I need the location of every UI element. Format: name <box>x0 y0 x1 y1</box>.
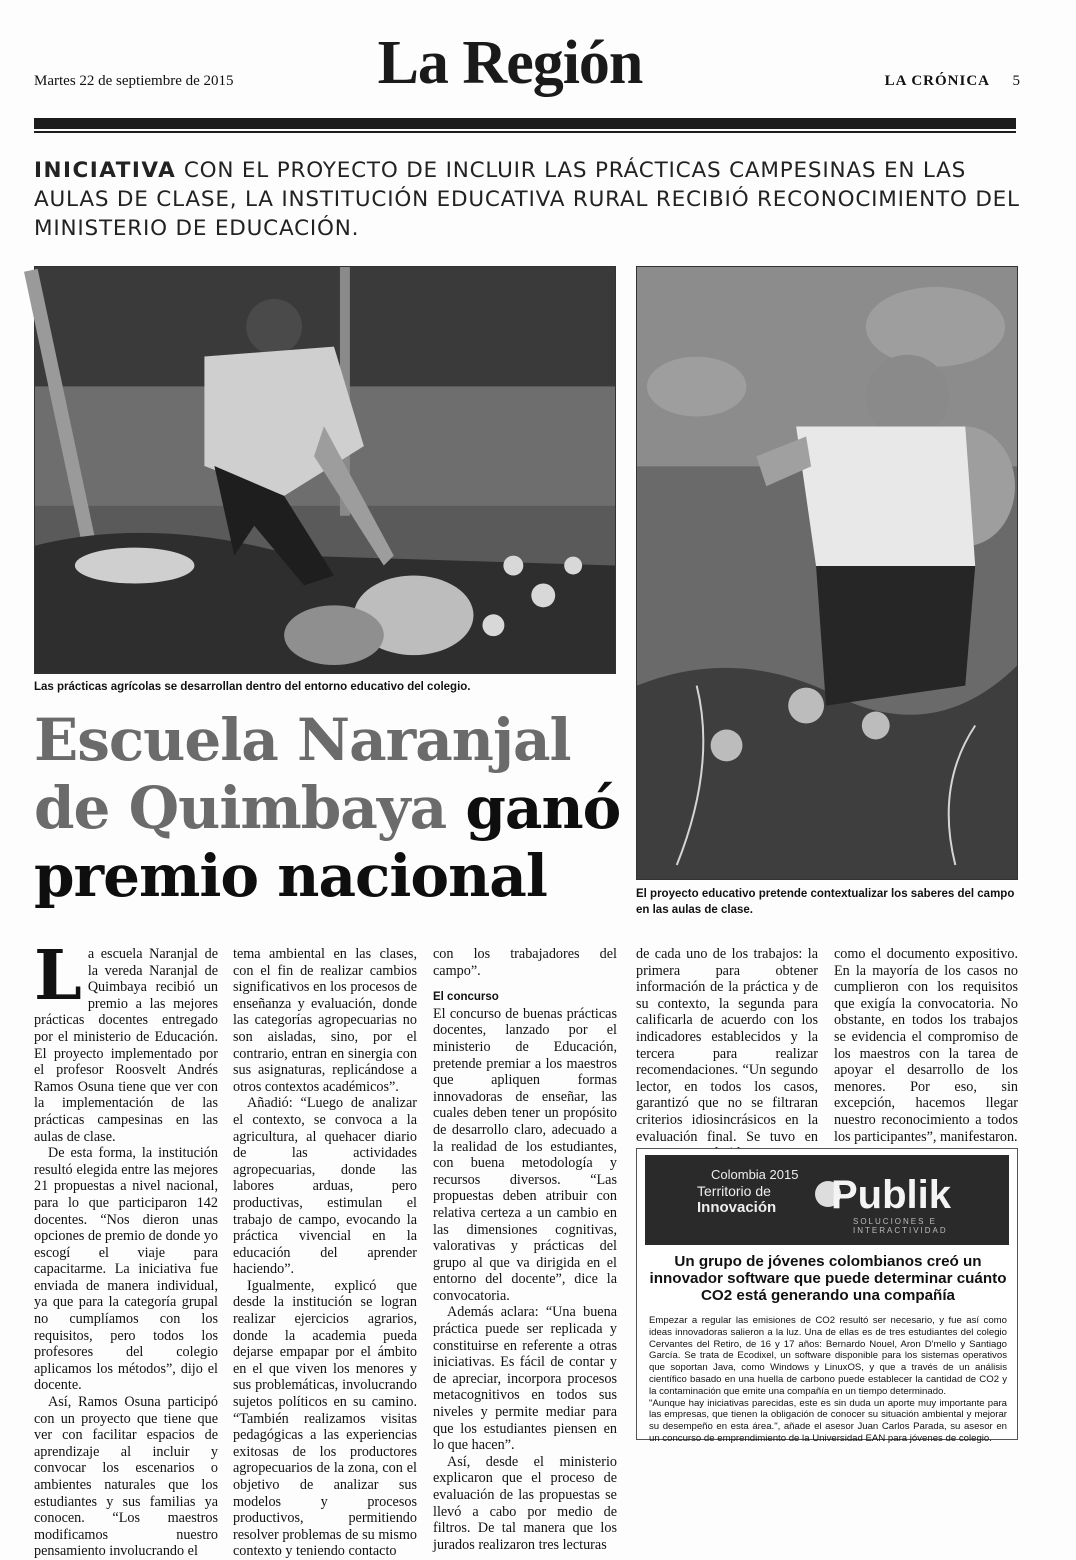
subhead-el-concurso: El concurso <box>433 991 499 1004</box>
article-paragraph <box>34 936 218 1145</box>
headline-line-3: premio nacional <box>34 842 547 910</box>
article-paragraph: Igualmente, explicó que desde la institución se logran realizar ejercicios agrarios, donde la academia pueda dejarse empapar por el ámbito en el que viven los menores y sus problemáticas, involucrando sujetos políticos en su camino. “También realizamos visitas pedagógicas a las experiencias exitosas de los productores agropecuarios de la zona, con el objetivo de analizar sus modelos y procesos productivos, permitiendo resolver problemas de su mismo contexto y teniendo contacto <box>233 1277 417 1560</box>
page-number: 5 <box>1012 73 1020 89</box>
photo-garden-boy-planting <box>34 266 616 674</box>
article-paragraph: Así, desde el ministerio explicaron que el proceso de evaluación de las propuestas se llevó a cabo por medio de filtros. De tal manera que los jurados realizaron tres lecturas <box>433 1453 617 1553</box>
article-column-5 <box>834 946 1018 1145</box>
paragraph-text: a escuela Naranjal de la vereda Naranjal de Quimbaya recibió un premio a las mejores prácticas docentes entregado por el ministerio de Educación. El proyecto implementado por el profesor Roosvelt Andrés Ramos Osuna tiene que ver con la implementación de las prácticas campesinas en las aulas de clase. <box>34 946 218 1145</box>
ad-tag-year: Colombia 2015 <box>711 1167 799 1182</box>
section-title: La Región <box>377 29 643 97</box>
lede-kicker: INICIATIVA <box>34 158 177 183</box>
publication-name <box>885 73 990 90</box>
headline-line-2-dark: ganó <box>465 774 621 842</box>
lede <box>34 156 1020 243</box>
issue-date: Martes 22 de septiembre de 2015 <box>34 73 234 89</box>
ad-paragraph: Empezar a regular las emisiones de CO2 resultó ser necesario, y fue así como ideas innovadoras salieron a la luz. Una de ellas es de tres estudiantes del colegio Cervantes del Retiro, de 16 y 17 años: Bernardo Nouel, Aron D'mello y Santiago García. Se trata de Ecodixel, un software disponible para los sistemas operativos que soportan Java, como Windows y LinuxOS, y que a través de un análisis científico basado en una huella de carbono puede establecer la cantidad de CO2 y la contaminación que emite una compañía en un tiempo determinado. <box>649 1315 1007 1397</box>
article-column-2 <box>233 946 417 1560</box>
article-paragraph: tema ambiental en las clases, con el fin de realizar cambios significativos en los procesos de enseñanza y evaluación, donde las categorías agropecuarias no son aisladas, sino, por el contrario, entran en sinergia con sus asignaturas, replicándose a otros contextos académicos”. <box>233 946 417 1095</box>
publik-logo-subtitle: SOLUCIONES E INTERACTIVIDAD <box>853 1217 948 1235</box>
headline-line-2-gray: de Quimbaya <box>34 774 466 842</box>
article-paragraph: Así, Ramos Osuna participó con un proyecto que tiene que ver con facilitar espacios de aprendizaje al incluir y convocar los escenarios o ambientes naturales que los estudiantes y sus familias ya conocen. “Los maestros modificamos nuestro pensamiento involucrando el <box>34 1394 218 1560</box>
article-paragraph: como el documento expositivo. En la mayoría de los casos no cumplieron con los requisitos que exigía la convocatoria. No obstante, en todos los trabajos se evidencia el compromiso de los maestros con la tarea de apoyar el desarrollo de los menores. Por eso, sin excepción, hacemos llegar nuestro reconocimiento a todos los participantes”, manifestaron. <box>834 946 1018 1145</box>
header-rule <box>34 118 1016 129</box>
header-rule-thin <box>34 131 1016 133</box>
photo-boy-in-crops <box>636 266 1018 880</box>
publication-label: LA CRÓNICA <box>884 73 990 89</box>
article-paragraph: De esta forma, la institución resultó elegida entre las mejores 21 propuestas a nivel nacional, para lo que participaron 142 docentes. “Nos dieron unas opciones de premio de donde yo escogí el viaje para capacitarme. La iniciativa fue enviada de manera individual, ya que para la categoría grupal no cumplíamos con los requisitos, pero todos los profesores del colegio aplicamos los métodos”, dijo el docente. <box>34 1145 218 1394</box>
photo-caption-left: Las prácticas agrícolas se desarrollan dentro del entorno educativo del colegio. <box>34 681 471 693</box>
dropcap: L <box>34 936 82 1016</box>
article-paragraph: con los trabajadores del campo”. <box>433 946 617 979</box>
photo-caption-right: El proyecto educativo pretende contextualizar los saberes del campo en las aulas de clase. <box>636 888 1015 916</box>
ad-headline: Un grupo de jóvenes colombianos creó un innovador software que puede determinar cuánto CO2 está generando una compañía <box>649 1253 1007 1304</box>
article-column-3 <box>433 946 617 1553</box>
ad-body <box>649 1315 1007 1445</box>
ad-tag-innovacion: Innovación <box>697 1199 777 1216</box>
publik-advertisement <box>636 1148 1018 1444</box>
article-paragraph: de cada uno de los trabajos: la primera para obtener información de la práctica y de su contexto, la segunda para calificarla de acuerdo con los indicadores establecidos y la tercera para realizar recomendaciones. “Un segundo lector, en todos los casos, garantizó que no se filtraran criterios idiosincrásicos en la evaluación final. Se tuvo en <box>636 946 818 1145</box>
article-paragraph: El concurso de buenas prácticas docentes, lanzado por el ministerio de Educación, pretende premiar a los maestros que apliquen formas innovadoras de enseñar, las cuales deben tener un propósito de desarrollo claro, adecuado a la realidad de los estudiantes, con buena metodología y recursos diversos. “Las propuestas deben atribuir con relativa certeza a un cambio en las dimensiones cognitivas, valorativas y prácticas del grupo al que va dirigida en el entorno del docente”, dice la convocatoria. <box>433 1005 617 1304</box>
headline <box>34 706 624 910</box>
publik-logo: Publik <box>831 1173 952 1217</box>
article-column-4 <box>636 946 818 1162</box>
ad-paragraph: "Aunque hay iniciativas parecidas, este es sin duda un aporte muy importante para las empresas, que tienen la obligación de conocer su situación ambiental y mejorar su desempeño en esta área.", añade el asesor Juan Carlos Parada, su asesor en un concurso de emprendimiento de la Universidad EAN para jóvenes de colegio. <box>649 1397 1007 1444</box>
article-paragraph: Además aclara: “Una buena práctica puede ser replicada y constituirse en referente a otras iniciativas. Es fácil de contar y de apreciar, incorpora procesos metacognitivos en todos sus niveles y permite mediar para que los estudiantes piensen en lo que hacen”. <box>433 1304 617 1454</box>
article-paragraph: Añadió: “Luego de analizar el contexto, se convoca a la agricultura, al quehacer diario de las actividades agropecuarias, donde las labores arduas, pero productivas, estimulan el trabajo de campo, evocando la práctica vivencial en la educación del aprender haciendo”. <box>233 1095 417 1278</box>
ad-banner <box>645 1155 1009 1245</box>
lede-text: CON EL PROYECTO DE INCLUIR LAS PRÁCTICAS CAMPESINAS EN LAS AULAS DE CLASE, LA INSTITUCIÓN EDUCATIVA RURAL RECIBIÓ RECONOCIMIENTO DEL MINISTERIO DE EDUCACIÓN. <box>34 158 1020 241</box>
article-column-1 <box>34 936 218 1560</box>
ad-tag-territorio: Territorio de <box>697 1183 771 1199</box>
headline-line-1: Escuela Naranjal <box>34 706 571 774</box>
